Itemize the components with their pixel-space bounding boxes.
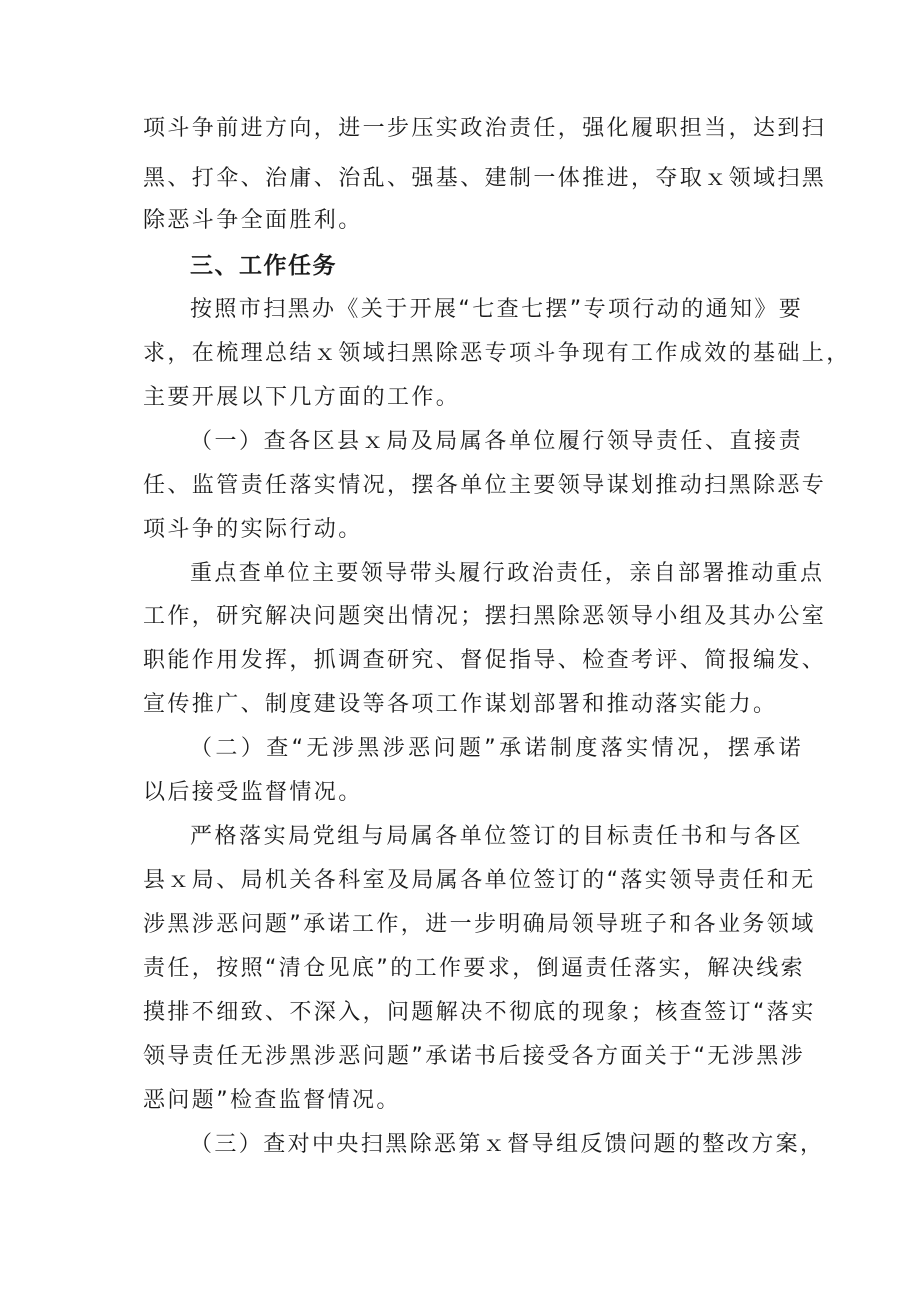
text-line: 职能作用发挥，抓调查研究、督促指导、检查考评、简报编发、: [143, 648, 827, 673]
subsection-heading: （三）查对中央扫黑除恶第ｘ督导组反馈问题的整改方案，: [190, 1132, 825, 1157]
subsection-heading: （二）查“无涉黑涉恶问题”承诺制度落实情况，摆承诺: [190, 736, 803, 761]
subsection-heading: （一）查各区县ｘ局及局属各单位履行领导责任、直接责: [190, 429, 803, 454]
text-line: 任、监管责任落实情况，摆各单位主要领导谋划推动扫黑除恶专: [143, 473, 827, 498]
text-line: 求，在梳理总结ｘ领域扫黑除恶专项斗争现有工作成效的基础上，: [143, 341, 851, 366]
text-line: 摸排不细致、不深入，问题解决不彻底的现象；核查签订“落实: [143, 1000, 816, 1025]
text-line: 工作，研究解决问题突出情况；摆扫黑除恶领导小组及其办公室: [143, 604, 827, 629]
text-line: 县ｘ局、局机关各科室及局属各单位签订的“落实领导责任和无: [143, 868, 816, 893]
text-line: 黑、打伞、治庸、治乱、强基、建制一体推进，夺取ｘ领域扫黑: [143, 166, 827, 191]
text-line: 按照市扫黑办《关于开展“七查七摆”专项行动的通知》要: [190, 297, 804, 322]
text-line: 恶问题”检查监督情况。: [143, 1088, 401, 1113]
text-line: 涉黑涉恶问题”承诺工作，进一步明确局领导班子和各业务领域: [143, 912, 816, 937]
text-line: 项斗争前进方向，进一步压实政治责任，强化履职担当，达到扫: [143, 116, 827, 141]
text-line: 严格落实局党组与局属各单位签订的目标责任书和与各区: [190, 824, 803, 849]
text-line: 重点查单位主要领导带头履行政治责任，亲自部署推动重点: [190, 561, 825, 586]
text-line: 领导责任无涉黑涉恶问题”承诺书后接受各方面关于“无涉黑涉: [143, 1044, 805, 1069]
text-line: 宣传推广、制度建设等各项工作谋划部署和推动落实能力。: [143, 692, 778, 717]
text-line: 责任，按照“清仓见底”的工作要求，倒逼责任落实，解决线索: [143, 956, 805, 981]
text-line: 以后接受监督情况。: [143, 780, 363, 805]
section-heading: 三、工作任务: [190, 253, 337, 279]
text-line: 项斗争的实际行动。: [143, 517, 363, 542]
text-line: 主要开展以下几方面的工作。: [143, 385, 461, 410]
text-line: 除恶斗争全面胜利。: [143, 208, 363, 233]
